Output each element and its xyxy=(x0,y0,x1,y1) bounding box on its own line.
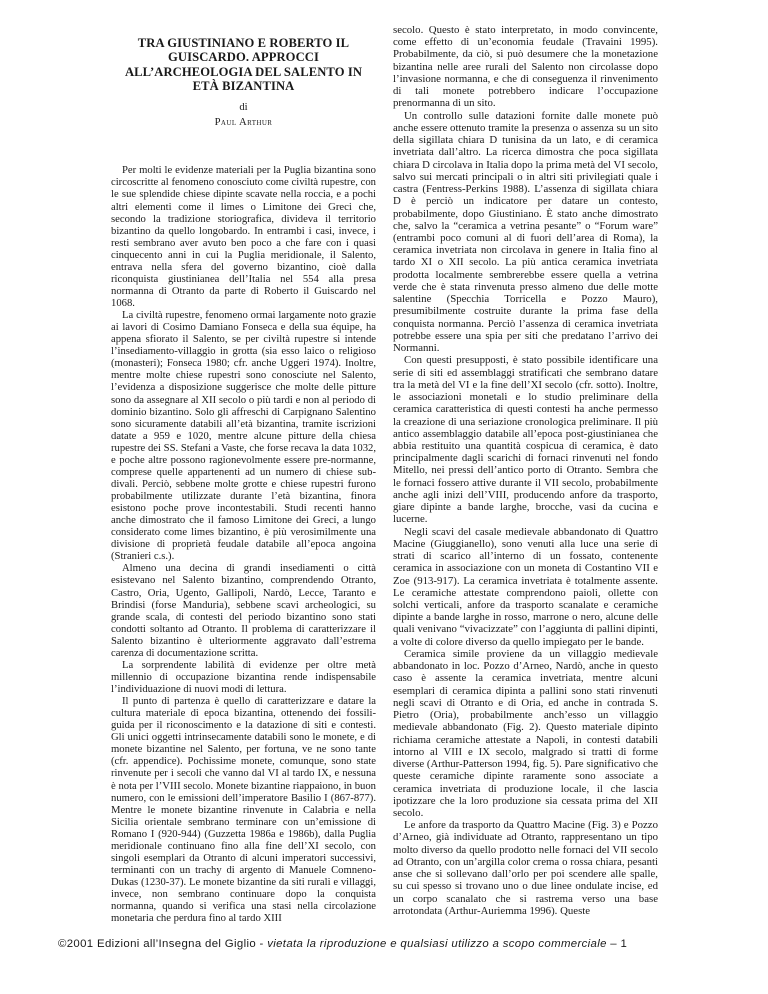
body-paragraph: Le anfore da trasporto da Quattro Macine (Fig. 3) e Pozzo d’Arneo, già individuate ad Otranto, rappresentano un tipo molto diverso da quello prodotto nelle fornaci del VII secolo ad Otranto, con un’argilla color crema o rossa chiara, pesanti anse che si sollevano dall’orlo per poi scendere alle spalle, su cui spesso si trovano uno o due linee ondulate incise, ed un corpo scanalato che si rastrema verso una base arrotondata (Arthur-Auriemma 1996). Queste xyxy=(393,819,658,917)
body-paragraph: Per molti le evidenze materiali per la Puglia bizantina sono circoscritte al fenomeno conosciuto come civiltà rupestre, con le sue splendide chiese dipinte scavate nella roccia, e a pochi altri elementi come il limes o Limitone dei Greci che, secondo la tradizione storiografica, divideva il territorio bizantino da quello longobardo. In entrambi i casi, invece, i resti sembrano aver avuto ben poco a che fare con i quasi cinquecento anni in cui la Puglia meridionale, il Salento, entrava nella sfera del governo bizantino, cioè dalla riconquista giustinianea dell’Italia nel 554 alla presa normanna di Otranto da parte di Roberto il Guiscardo nel 1068. xyxy=(111,165,376,309)
copyright-text: ©2001 Edizioni all’Insegna del Giglio - xyxy=(58,938,268,950)
body-paragraph: Negli scavi del casale medievale abbandonato di Quattro Macine (Giuggianello), sono venuti alla luce una serie di strati di scarico all’interno di un fossato, contenente ceramica in associazione con un moneta di Costantino VII e Zoe (913-917). La ceramica invetriata è totalmente assente. Le ceramiche attestate comprendono paioli, ollette con solchi verticali, anfore da trasporto scanalate e ceramiche dipinte a bande larghe in rosso, marrone o nero, alcune delle quali venivano “vivacizzate” con l’aggiunta di pallini dipinti, a volte di colore diverso da quello impiegato per le bande. xyxy=(393,525,658,648)
body-paragraph: La sorprendente labilità di evidenze per oltre metà millennio di occupazione bizantina rende indispensabile l’individuazione di nuovi modi di lettura. xyxy=(111,659,376,695)
body-paragraph: Il punto di partenza è quello di caratterizzare e datare la cultura materiale di epoca bizantina, ottenendo dei fossili-guida per il riconoscimento e la datazione di siti e contesti. Gli unici oggetti intrinsecamente databili sono le monete, e di monete bizantine nel Salento, per fortuna, ve ne sono tante (cfr. appendice). Pochissime monete, comunque, sono state rinvenute per i secoli che vanno dal VI al tardo IX, e nessuna è nota per l’VIII secolo. Monete bizantine riappaiono, in buon numero, con le emissioni dell’imperatore Basilio I (867-877). Mentre le monete bizantine rinvenute in Calabria e nella Sicilia orientale sembrano terminare con un’emissione di Romano I (920-944) (Guzzetta 1986a e 1986b), dalla Puglia meridionale continuano fino alla fine dell’XI secolo, con singoli esemplari da Otranto di alcuni imperatori successivi, terminanti con un trachy di argento di Manuele Comneno-Dukas (1230-37). Le monete bizantine da siti rurali e villaggi, invece, non sembrano continuare dopo la conquista normanna, quando si verifica una stasi nella circolazione monetaria che perdura fino al tardo XIII xyxy=(111,696,376,925)
body-paragraph: Almeno una decina di grandi insediamenti o città esistevano nel Salento bizantino, comprendendo Otranto, Castro, Oria, Ugento, Gallipoli, Nardò, Lecce, Taranto e Brindisi (forse Manduria), sebbene scavi archeologici, su grande scala, di contesti del periodo bizantino sono stati condotti soltanto ad Otranto. Il problema di caratterizzare il Salento bizantino è ulteriormente aggravato dall’estrema carenza di documentazione scritta. xyxy=(111,563,376,659)
article-title: TRA GIUSTINIANO E ROBERTO IL GUISCARDO. APPROCCI ALL’ARCHEOLOGIA DEL SALENTO IN ETÀ BIZANTINA xyxy=(124,36,363,93)
byline-di: di xyxy=(239,102,248,114)
body-paragraph: secolo. Questo è stato interpretato, in modo convincente, come effetto di un’economia feudale (Travaini 1995). Probabilmente, da ciò, si può desumere che la monetazione bizantina nelle aree rurali del Salento non circolasse dopo l’invasione normanna, e che di conseguenza il rinvenimento di tali monete potrebbero indicare l’occupazione prenormanna di un sito. xyxy=(393,24,658,110)
body-paragraph: La civiltà rupestre, fenomeno ormai largamente noto grazie ai lavori di Cosimo Damiano Fonseca e della sua équipe, ha appena sfiorato il Salento, se per civiltà rupestre si intende l’insediamento-villaggio in grotta (sia esso laico o religioso (monasteri); Fonseca 1980; cfr. anche Uggeri 1974). Inoltre, mentre molte chiese rupestri sono conosciute nel Salento, l’evidenza a disposizione suggerisce che molte delle pitture sono da assegnare al XII secolo o più tardi e non al periodo di dominio bizantino. Solo gli affreschi di Carpignano Salentino sono sicuramente databili all’età bizantina, tramite iscrizioni datate a 959 e 1020, mentre alcune pitture della chiesa rupestre dei SS. Stefani a Vaste, che forse recava la data 1032, e poche altre possono ragionevolmente essere pre-normanne, comprese quelle appartenenti ad un numero di chiese sub-divali. Perciò, sebbene molte grotte e chiese rupestri furono probabilmente utilizzate durante l’età bizantina, finora esistono poche prove incontestabili. Studi recenti hanno anche dimostrato che il famoso Limitone dei Greci, a lungo considerato come limes bizantino, è più verosimilmente una divisione di proprietà feudale databile all’epoca angoina (Stranieri c.s.). xyxy=(111,310,376,563)
right-column xyxy=(393,24,658,917)
body-paragraph: Ceramica simile proviene da un villaggio medievale abbandonato in loc. Pozzo d’Arneo, Nardò, anche in questo caso è assente la ceramica invetriata, mentre alcuni esemplari di ceramica dipinta a pallini sono stati rinvenuti negli scavi di Otranto e di Oria, ed anche in contrada S. Pietro (Oria), probabilmente anch’esso un villaggio medievale abbandonato (Fig. 2). Questo materiale dipinto richiama ceramiche attestate a Napoli, in contesti databili intorno al VIII e IX secolo, malgrado si tratti di forme diverse (Arthur-Patterson 1994, fig. 5). Pare significativo che queste ceramiche dipinte raramente sono associate a ceramica invetriata di produzione locale, il che lascia ipotizzare che la loro produzione sia cessata prima del XII secolo. xyxy=(393,647,658,819)
rights-notice: vietata la riproduzione e qualsiasi utilizzo a scopo commerciale xyxy=(267,938,607,950)
author-name: Paul Arthur xyxy=(214,117,273,129)
body-paragraph: Con questi presupposti, è stato possibile identificare una serie di siti ed assemblaggi stratificati che sembrano datare tra la metà del VI e la fine dell’XI secolo (cfr. sotto). Inoltre, le associazioni monetali e lo studio preliminare della ceramica caratteristica di questi contesti ha anche permesso la creazione di una seriazione cronologica preliminare. Il più antico assemblaggio databile all’epoca post-giustinianea che abbia restituito una quantità cospicua di ceramica, è dato principalmente dagli scarichi di fornaci rinvenuti nel fondo Mitello, nei pressi dell’antico porto di Otranto. Sembra che le fornaci fossero attive durante il VII secolo, probabilmente anche agli inizi dell’VIII, producendo anfore da trasporto, giare dipinte a bande larghe, brocche, vasi da cucina e lucerne. xyxy=(393,354,658,526)
left-column xyxy=(111,24,376,925)
page-footer xyxy=(58,938,750,950)
page-number: – 1 xyxy=(606,938,628,950)
body-paragraph: Un controllo sulle datazioni fornite dalle monete può anche essere ottenuto tramite la presenza o assenza su un sito della sigillata chiara D tunisina da un lato, e di ceramica invetriata dall’altro. La ricerca dimostra che poca sigillata chiara D circolava in Italia dopo la prima metà del VI secolo, salvo sui mercati principali o in altri siti privilegiati quale i castra (Fentress-Perkins 1988). L’assenza di sigillata chiara D è perciò un indicatore per datare un contesto, probabilmente, dopo Giustiniano. È stato anche dimostrato che, salvo la “ceramica a vetrina pesante” o “Forum ware” (entrambi poco comuni al di fuori dell’area di Roma), la ceramica invetriata non circolava in genere in Italia fino al tardo XI o XII secolo. La più antica ceramica invetriata prodotta localmente sembrerebbe essere quella a vetrina verde che è stata rinvenuta presso almeno due delle motte salentine (Specchia Torricella e Pozzo Mauro), presumibilmente costruite durante la prima fase della conquista normanna. Perciò l’assenza di ceramica invetriata potrebbe essere una spia per siti che predatano l’arrivo dei Normanni. xyxy=(393,109,658,355)
